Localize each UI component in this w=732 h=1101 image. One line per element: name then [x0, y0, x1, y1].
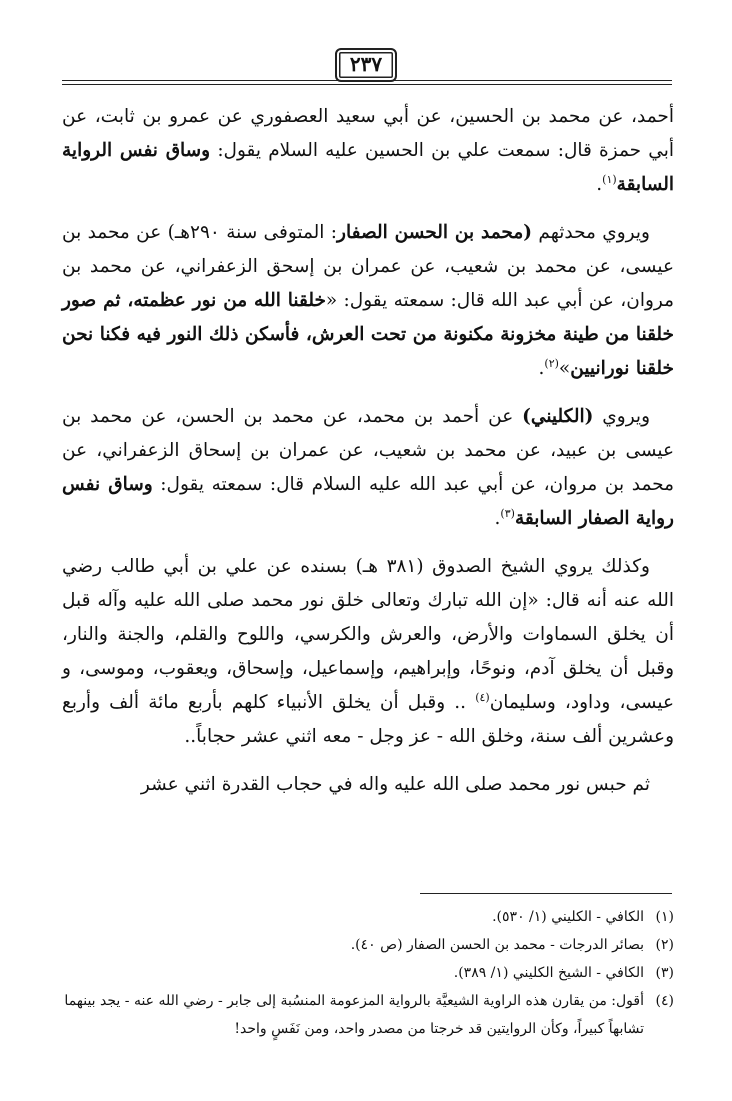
- paragraph-4: [62, 550, 674, 754]
- footnote-text: الكافي - الكليني (١/ ٥٣٠).: [492, 909, 644, 925]
- footnote-text: أقول: من يقارن هذه الراوية الشيعيَّة بالرواية المزعومة المنسُبة إلى جابر - رضي الله عنه - يجد بينهما تشابهاً كبيراً، وكأن الروايتين قد خرجتا من مصدر واحد، ومن نَفَسٍ واحد!: [64, 993, 644, 1037]
- p2-b1: (محمد بن الحسن الصفار: [337, 222, 533, 243]
- p3-b1: (الكليني): [522, 406, 594, 427]
- p2-t3: »: [558, 358, 571, 379]
- paragraph-1: [62, 100, 674, 202]
- footnote-2: [62, 931, 674, 959]
- p1-end: .: [596, 174, 603, 195]
- main-text: [62, 100, 674, 816]
- p1-bold: وساق نفس الرواية السابقة: [62, 140, 674, 195]
- footnote-text: بصائر الدرجات - محمد بن الحسن الصفار (ص ٤٠).: [350, 937, 644, 953]
- footnote-1: [62, 903, 674, 931]
- p2-end: .: [538, 358, 545, 379]
- header-rule-thin: [62, 84, 672, 85]
- p3-b2: وساق نفس رواية الصفار السابقة: [62, 474, 674, 529]
- footnote-4: [62, 987, 674, 1043]
- p3-t2: عن أحمد بن محمد، عن محمد بن الحسن، عن محمد بن عيسى بن عبيد، عن محمد بن شعيب، عن عمران بن إسحاق الزعفراني، عن محمد بن مروان، عن أبي عبد الله عليه السلام قال: سمعته يقول:: [62, 406, 674, 495]
- footnote-divider: [420, 893, 672, 894]
- p3-t1: ويروي: [593, 406, 650, 427]
- p3-end: .: [494, 508, 501, 529]
- footnotes: [62, 903, 674, 1043]
- footnote-ref-4[interactable]: (٤): [475, 690, 490, 704]
- p2-t2: : المتوفى سنة ٢٩٠هـ) عن محمد بن عيسى، عن محمد بن شعيب، عن عمران بن إسحق الزعفراني، عن محمد بن مروان، عن أبي عبد الله قال: سمعته يقول: «: [62, 222, 675, 311]
- footnote-3: [62, 959, 674, 987]
- p2-t1: ويروي محدثهم: [532, 222, 650, 243]
- paragraph-5: [62, 768, 674, 802]
- footnote-number: (٢): [655, 937, 674, 953]
- p1-text: أحمد، عن محمد بن الحسين، عن أبي سعيد العصفوري عن عمرو بن ثابت، عن أبي حمزة قال: سمعت علي بن الحسين عليه السلام يقول:: [62, 106, 674, 161]
- paragraph-2: [62, 216, 674, 386]
- footnote-ref-3[interactable]: (٣): [500, 506, 515, 520]
- p5-text: ثم حبس نور محمد صلى الله عليه واله في حجاب القدرة اثني عشر: [140, 774, 650, 795]
- footnote-number: (١): [655, 909, 674, 925]
- page-number: ٢٣٧: [349, 52, 383, 76]
- p4-t2: .. وقبل أن يخلق الأنبياء كلهم بأربع مائة ألف وأربع وعشرين ألف سنة، وخلق الله - عز وجل - معه اثني عشر حجاباً..: [62, 692, 674, 747]
- footnote-number: (٣): [655, 965, 674, 981]
- footnote-ref-1[interactable]: (١): [602, 172, 617, 186]
- footnote-text: الكافي - الشيخ الكليني (١/ ٣٨٩).: [453, 965, 644, 981]
- page-number-frame: [335, 48, 397, 82]
- p4-t1: وكذلك يروي الشيخ الصدوق (٣٨١ هـ) بسنده عن علي بن أبي طالب رضي الله عنه أنه قال: «إن الله تبارك وتعالى خلق نور محمد صلى الله عليه وآله قبل أن يخلق السماوات والأرض، والعرش والكرسي، واللوح والقلم، والجنة والنار، وقبل أن يخلق آدم، ونوحًا، وإبراهيم، وإسماعيل، وإسحاق، ويعقوب، وموسى، و عيسى، وداود، وسليمان: [62, 556, 674, 713]
- footnote-number: (٤): [655, 993, 674, 1009]
- p2-b2: خلقنا الله من نور عظمته، ثم صور خلقنا من طينة مخزونة مكنونة من تحت العرش، فأسكن ذلك النور فيه فكنا نحن خلقنا نورانيين: [62, 290, 674, 379]
- paragraph-3: [62, 400, 674, 536]
- header-rule: [62, 80, 672, 81]
- footnote-ref-2[interactable]: (٢): [544, 356, 559, 370]
